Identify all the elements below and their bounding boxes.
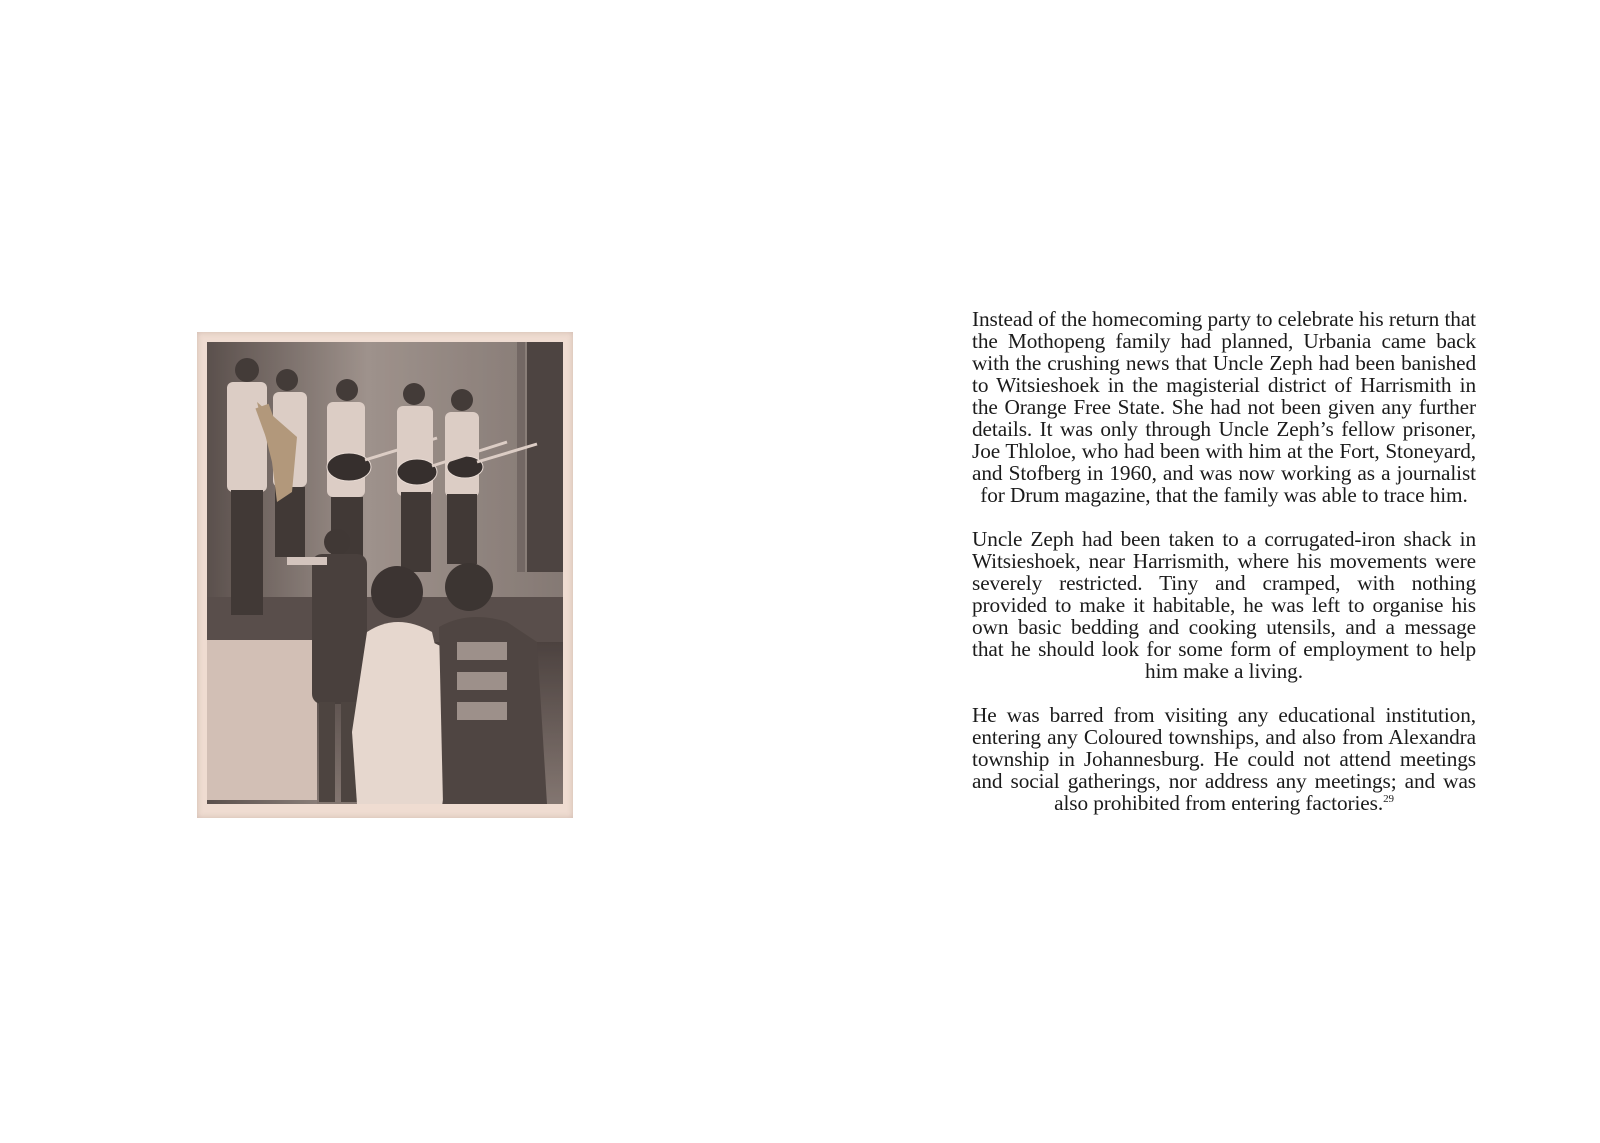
- paragraph-banning-restrictions: [972, 704, 1476, 814]
- paragraph-witsieshoek-shack: [972, 528, 1476, 682]
- vintage-photograph-icon: [207, 342, 563, 804]
- paragraph-text: He was barred from visiting any educational institution, entering any Coloured townships, and also from Alexandra township in Johannesburg. He could not attend meetings and social gatherings, nor address any meetings; and was also prohibited from entering factories.: [972, 703, 1476, 815]
- band-photograph: [197, 332, 573, 818]
- body-text: [972, 308, 1476, 836]
- paragraph-text: Uncle Zeph had been taken to a corrugated-iron shack in Witsieshoek, near Harrismith, where his movements were severely restricted. Tiny and cramped, with nothing provided to make it habitable, he was left to organise his own basic bedding and cooking utensils, and a message that he should look for some form of employment to help him make a living.: [972, 527, 1476, 683]
- paragraph-text: Instead of the homecoming party to celebrate his return that the Mothopeng family had planned, Urbania came back with the crushing news that Uncle Zeph had been banished to Witsieshoek in the magisterial district of Harrismith in the Orange Free State. She had not been given any further details. It was only through Uncle Zeph’s fellow prisoner, Joe Thloloe, who had been with him at the Fort, Stoneyard, and Stofberg in 1960, and was now working as a journalist for Drum magazine, that the family was able to trace him.: [972, 307, 1476, 507]
- paragraph-homecoming: [972, 308, 1476, 506]
- footnote-marker[interactable]: 29: [1383, 793, 1394, 805]
